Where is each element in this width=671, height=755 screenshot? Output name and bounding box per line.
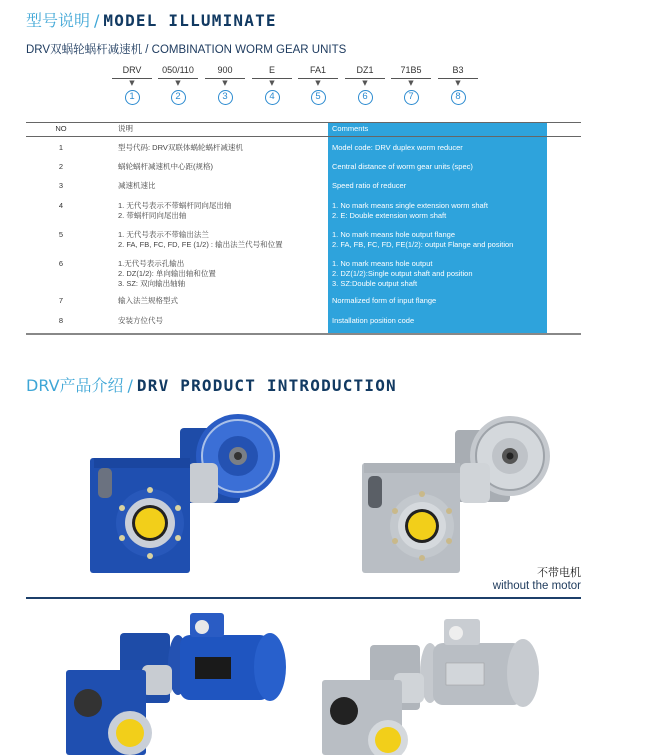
row-no: 8 [58, 316, 64, 325]
circled-number: 8 [451, 90, 466, 105]
row-comment [332, 181, 546, 191]
row-no: 6 [58, 259, 64, 268]
code-label: 900 [217, 65, 233, 75]
row-no: 7 [58, 296, 64, 305]
row-no: 2 [58, 162, 64, 171]
model-title-en: MODEL ILLUMINATE [103, 11, 277, 30]
arrow-down-icon: ▼ [455, 79, 461, 87]
product-section-title [26, 373, 397, 396]
row-desc [118, 201, 318, 221]
without-motor-caption [493, 567, 581, 593]
row-comment [332, 162, 546, 172]
desc-line: 型号代码: DRV双联体蜗轮蜗杆减速机 [118, 143, 243, 152]
code-label: 71B5 [400, 65, 422, 75]
comment-line: 2. FA, FB, FC, FD, FE(1/2): output Flange and position [332, 240, 514, 249]
row-no: 4 [58, 201, 64, 210]
model-section-title [26, 8, 277, 31]
comment-line: 1. No mark means single extension worm shaft [332, 201, 488, 210]
row-desc [118, 143, 318, 153]
circled-number: 6 [358, 90, 373, 105]
desc-line: 1.无代号表示孔输出 [118, 259, 185, 268]
row-desc [118, 316, 318, 326]
caption-cn: 不带电机 [537, 567, 581, 579]
row-no: 5 [58, 230, 64, 239]
circled-number: 3 [218, 90, 233, 105]
arrow-down-icon: ▼ [129, 79, 135, 87]
silver-worm-gear-motor-image [318, 605, 558, 755]
comment-line: 2. DZ(1/2):Single output shaft and position [332, 269, 473, 278]
comment-line: Central distance of worm gear units (spec) [332, 162, 473, 171]
product-title-en: DRV PRODUCT INTRODUCTION [136, 376, 397, 395]
section-divider [26, 597, 581, 599]
circled-number: 1 [125, 90, 140, 105]
arrow-down-icon: ▼ [315, 79, 321, 87]
row-comment [332, 230, 546, 250]
blue-worm-gear-unit-image [80, 408, 290, 578]
title-separator: / [94, 11, 100, 30]
comment-line: Normalized form of input flange [332, 296, 437, 305]
code-label: B3 [452, 65, 464, 75]
model-title-cn: 型号说明 [26, 11, 91, 30]
row-desc [118, 181, 318, 191]
desc-line: 3. SZ: 双向输出轴轴 [118, 279, 186, 288]
code-item-3 [205, 64, 245, 105]
row-comment [332, 143, 546, 153]
desc-line: 2. DZ(1/2): 单向输出轴和位置 [118, 269, 216, 278]
desc-line: 蜗轮蜗杆减速机中心距(规格) [118, 162, 213, 171]
row-desc [118, 162, 318, 172]
model-subtitle: DRV双蜗轮蜗杆减速机 / COMBINATION WORM GEAR UNITS [26, 44, 347, 56]
row-no: 1 [58, 143, 64, 152]
code-label: E [268, 65, 275, 75]
row-comment [332, 259, 546, 289]
desc-line: 安装方位代号 [118, 316, 163, 325]
circled-number: 2 [171, 90, 186, 105]
arrow-down-icon: ▼ [222, 79, 228, 87]
comment-line: Installation position code [332, 316, 415, 325]
code-label: FA1 [309, 65, 326, 75]
comment-line: 3. SZ:Double output shaft [332, 279, 418, 288]
desc-line: 2. FA, FB, FC, FD, FE (1/2) : 输出法兰代号和位置 [118, 240, 283, 249]
model-description-table [26, 122, 581, 335]
row-comment [332, 201, 546, 221]
code-item-6 [345, 64, 385, 105]
code-item-5 [298, 64, 338, 105]
row-comment [332, 296, 546, 306]
row-desc [118, 296, 318, 306]
code-label: DRV [122, 65, 142, 75]
row-desc [118, 230, 318, 250]
title-separator: / [127, 376, 133, 395]
comment-line: Model code: DRV duplex worm reducer [332, 143, 463, 152]
desc-line: 1. 无代号表示不带蜗杆同向尾出轴 [118, 201, 232, 210]
arrow-down-icon: ▼ [175, 79, 181, 87]
header-no: NO [55, 124, 67, 133]
blue-worm-gear-motor-image [60, 605, 300, 755]
caption-en: without the motor [492, 580, 581, 592]
code-item-2 [158, 64, 198, 105]
table-bottom-border [26, 333, 581, 335]
arrow-down-icon: ▼ [269, 79, 275, 87]
code-item-8 [438, 64, 478, 105]
header-comments: Comments [332, 124, 369, 133]
code-item-4 [252, 64, 292, 105]
row-comment [332, 316, 546, 326]
desc-line: 2. 带蜗杆同向尾出轴 [118, 211, 187, 220]
desc-line: 输入法兰规格型式 [118, 296, 178, 305]
circled-number: 7 [404, 90, 419, 105]
desc-line: 1. 无代号表示不带输出法兰 [118, 230, 209, 239]
code-label: 050/110 [162, 65, 194, 75]
arrow-down-icon: ▼ [408, 79, 414, 87]
row-no: 3 [58, 181, 64, 190]
comment-line: 2. E: Double extension worm shaft [332, 211, 447, 220]
code-label: DZ1 [356, 65, 374, 75]
code-item-7 [391, 64, 431, 105]
comment-line: Speed ratio of reducer [332, 181, 407, 190]
header-desc: 说明 [118, 124, 133, 133]
comment-line: 1. No mark means hole output flange [332, 230, 455, 239]
circled-number: 4 [265, 90, 280, 105]
arrow-down-icon: ▼ [362, 79, 368, 87]
silver-worm-gear-unit-image [350, 408, 560, 578]
code-item-1 [112, 64, 152, 105]
desc-line: 减速机速比 [118, 181, 156, 190]
row-desc [118, 259, 318, 289]
table-header-border [26, 136, 581, 137]
comment-line: 1. No mark means hole output [332, 259, 433, 268]
product-title-cn: DRV产品介绍 [26, 376, 124, 395]
circled-number: 5 [311, 90, 326, 105]
